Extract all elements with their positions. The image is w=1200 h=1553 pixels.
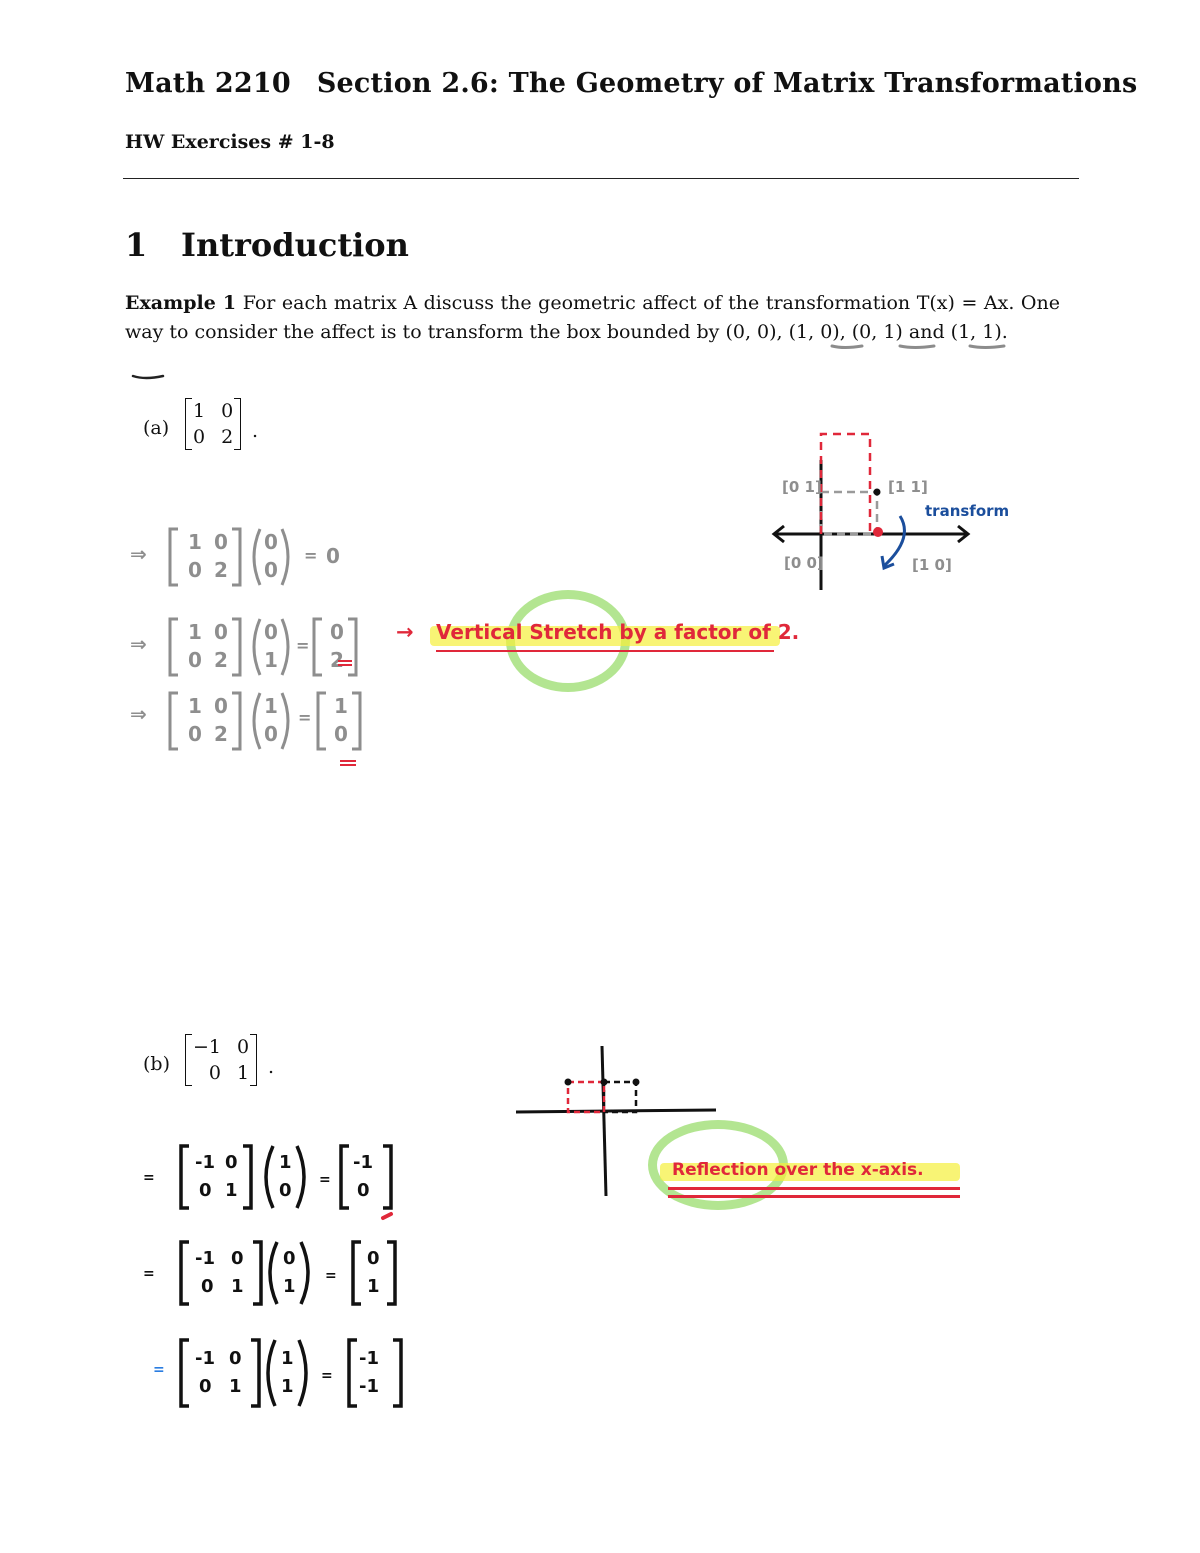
hw-cell: 2 — [214, 722, 228, 746]
hw-cell: 0 — [229, 1348, 242, 1369]
matrix-cell: 0 — [221, 400, 234, 422]
hw-result-cell: -1 — [359, 1376, 379, 1397]
note-underline — [668, 1195, 960, 1198]
hw-cell: 1 — [281, 1376, 294, 1397]
example-text: For each matrix A discuss the geometric affect of the transformation T(x) = Ax. One way to consider the affect is to transform the box bounded by (0, 0), (1, 0), (0, 1) and (1, 1). — [125, 292, 1060, 343]
hw-cell: 0 — [231, 1248, 244, 1269]
hw-result-cell: 0 — [367, 1248, 380, 1269]
example-label: Example 1 — [125, 292, 237, 314]
hw-prefix: ⇒ — [130, 632, 147, 656]
hw-cell: 0 — [214, 694, 228, 718]
note-underline — [668, 1187, 960, 1190]
part-b-note: Reflection over the x-axis. — [672, 1160, 924, 1180]
hw-result-cell: -1 — [353, 1152, 373, 1173]
hw-eq: = — [319, 1172, 331, 1188]
hw-cell: 1 — [281, 1348, 294, 1369]
part-a-handwritten-work — [120, 515, 420, 775]
matrix-cell: 0 — [208, 1062, 222, 1084]
part-a-graph — [770, 420, 1030, 600]
hw-cell: -1 — [195, 1348, 215, 1369]
hw-cell: 0 — [279, 1180, 292, 1201]
hw-result-cell: 2 — [330, 648, 344, 672]
label-11: [1 1] — [888, 478, 928, 496]
label-00: [0 0] — [784, 554, 824, 572]
hw-cell: 1 — [264, 648, 278, 672]
label-01: [0 1] — [782, 478, 822, 496]
hw-cell: 1 — [188, 530, 202, 554]
hw-cell: 0 — [264, 530, 278, 554]
transform-label: transform — [925, 502, 1010, 520]
part-a-label: (a) — [143, 417, 170, 439]
hw-cell: 0 — [199, 1376, 212, 1397]
hw-cell: 0 — [199, 1180, 212, 1201]
hw-eq: = — [321, 1368, 333, 1384]
hw-cell: -1 — [195, 1152, 215, 1173]
hw-eq: = — [304, 546, 318, 565]
section-title: Section 2.6: The Geometry of Matrix Transformations — [316, 68, 1138, 99]
label-10: [1 0] — [912, 556, 952, 574]
part-b-label: (b) — [143, 1053, 170, 1075]
hw-cell: 1 — [225, 1180, 238, 1201]
hw-prefix: ⇒ — [130, 542, 147, 566]
hw-cell: 2 — [214, 648, 228, 672]
hw-result-cell: 1 — [334, 694, 348, 718]
hw-eq: = — [296, 636, 310, 655]
hw-result-cell: 1 — [367, 1276, 380, 1297]
arrow-annotation: → — [396, 620, 414, 644]
hw-cell: 1 — [188, 694, 202, 718]
hw-prefix: = — [143, 1170, 155, 1186]
part-a-period: . — [252, 420, 259, 442]
matrix-cell: 1 — [193, 400, 206, 422]
hw-cell: 0 — [225, 1152, 238, 1173]
hw-cell: -1 — [195, 1248, 215, 1269]
hw-cell: 2 — [214, 558, 228, 582]
part-a-matrix — [185, 398, 241, 450]
part-a-note: Vertical Stretch by a factor of 2. — [436, 620, 800, 644]
matrix-cell: 1 — [237, 1062, 250, 1084]
hw-cell: 1 — [231, 1276, 244, 1297]
matrix-cell: −1 — [193, 1036, 222, 1058]
hw-prefix: = — [143, 1266, 155, 1282]
hw-exercises: HW Exercises # 1-8 — [125, 131, 335, 153]
matrix-cell: 0 — [193, 426, 206, 448]
hw-cell: 0 — [188, 722, 202, 746]
section-number: 1 — [125, 226, 148, 264]
hw-cell: 0 — [283, 1248, 296, 1269]
hw-result-cell: 0 — [357, 1180, 370, 1201]
hw-cell: 0 — [188, 648, 202, 672]
part-b-handwritten-work — [135, 1130, 435, 1430]
hw-eq: = — [325, 1268, 337, 1284]
hw-prefix: = — [153, 1362, 165, 1378]
hw-result-cell: 0 — [330, 620, 344, 644]
hw-cell: 1 — [283, 1276, 296, 1297]
part-b-period: . — [268, 1056, 275, 1078]
matrix-cell: 0 — [237, 1036, 250, 1058]
hw-eq: = — [298, 708, 312, 727]
matrix-cell: 2 — [221, 426, 234, 448]
hw-prefix: ⇒ — [130, 702, 147, 726]
hw-cell: 0 — [264, 558, 278, 582]
hw-cell: 0 — [214, 530, 228, 554]
hw-result: 0 — [326, 544, 340, 568]
hw-cell: 0 — [188, 558, 202, 582]
hw-cell: 1 — [229, 1376, 242, 1397]
hw-cell: 1 — [264, 694, 278, 718]
hw-cell: 0 — [264, 722, 278, 746]
hw-cell: 0 — [214, 620, 228, 644]
hw-cell: 1 — [188, 620, 202, 644]
hw-cell: 1 — [279, 1152, 292, 1173]
hw-result-cell: 0 — [334, 722, 348, 746]
part-b-matrix — [185, 1034, 257, 1086]
hw-cell: 0 — [201, 1276, 214, 1297]
hw-result-cell: -1 — [359, 1348, 379, 1369]
course-title: Math 2210 — [125, 68, 291, 99]
hw-cell: 0 — [264, 620, 278, 644]
section-title-text: Introduction — [181, 226, 409, 264]
note-underline — [436, 650, 774, 652]
